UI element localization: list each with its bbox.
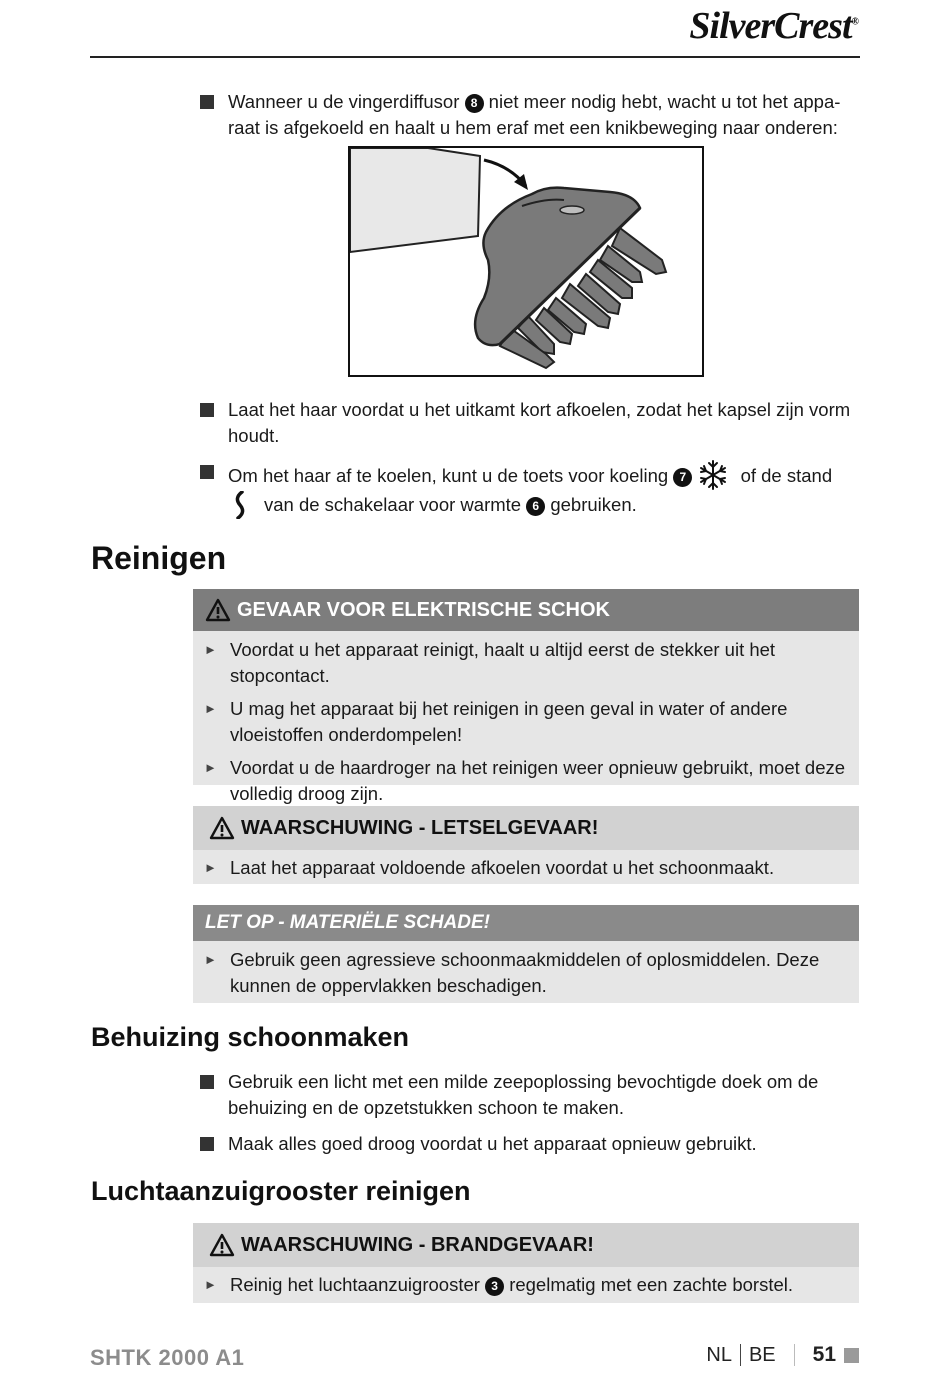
list-item: ► Voordat u het apparaat reinigt, haalt u altijd eerst de stekker uit het stopcontact. [204, 639, 776, 686]
warning-box-header: GEVAAR VOOR ELEKTRISCHE SCHOK [193, 589, 859, 631]
arrow-bullet-icon: ► [204, 701, 217, 716]
brand-logo: SilverCrest® [689, 5, 858, 47]
warning-box-electric-shock [193, 589, 859, 804]
footer-page-info [706, 1343, 859, 1367]
warning-box-injury [193, 806, 859, 884]
footer-lang-nl: NL [706, 1343, 732, 1366]
footer-divider [794, 1344, 795, 1366]
list-item: ► Reinig het luchtaanzuigrooster 3 regelmatig met een zachte borstel. [230, 1272, 847, 1298]
list-item: ► U mag het apparaat bij het reinigen in geen geval in water of andere vloeistoffen onderdompelen! [204, 698, 788, 745]
intro-item-cool-hair: Laat het haar voordat u het uitkamt kort afkoelen, zodat het kapsel zijn vorm houdt. [228, 399, 851, 446]
section-title: Reinigen [91, 540, 227, 576]
ref-number: 8 [465, 94, 484, 113]
page-number: 51 [812, 1343, 836, 1366]
ref-number: 3 [485, 1277, 504, 1296]
warning-box-body [193, 631, 859, 813]
footer-square-icon [844, 1348, 859, 1363]
snowflake-icon [697, 459, 729, 491]
caution-box-material-damage [193, 905, 859, 1003]
warning-triangle-icon [205, 598, 231, 622]
warning-box-body [193, 850, 859, 887]
arrow-bullet-icon: ► [204, 760, 217, 775]
list-item: ► Gebruik geen agressieve schoonmaakmiddelen of oplosmiddelen. Deze kunnen de oppervlakken beschadigen. [204, 949, 820, 996]
bullet-square [200, 465, 214, 479]
warning-box-fire [193, 1223, 859, 1303]
housing-item-dry: Maak alles goed droog voordat u het apparaat opnieuw gebruikt. [228, 1133, 757, 1154]
bullet-square [200, 403, 214, 417]
bullet-square [200, 1137, 214, 1151]
warning-triangle-icon [209, 1233, 235, 1257]
intro-item-diffusor: Wanneer u de vingerdiffusor 8 niet meer nodig hebt, wacht u tot het appa- raat is afgekoeld en haalt u hem eraf met een knikbeweging naar onderen: [228, 91, 841, 138]
subsection-title-air-intake: Luchtaanzuigrooster reinigen [91, 1176, 471, 1206]
diffusor-illustration-svg [350, 148, 702, 375]
footer-lang-be: BE [748, 1343, 776, 1366]
caution-box-body [193, 941, 859, 1005]
caution-box-header: LET OP - MATERIËLE SCHADE! [193, 905, 859, 941]
housing-item-cloth: Gebruik een licht met een milde zeepoplossing bevochtigde doek om de behuizing en de opzetstukken schoon te maken. [228, 1071, 819, 1118]
diffusor-removal-illustration [348, 146, 704, 377]
warning-box-header: WAARSCHUWING - BRANDGEVAAR! [193, 1223, 859, 1267]
heat-level-icon [228, 491, 252, 519]
intro-item-cool-button: Om het haar af te koelen, kunt u de toets voor koeling 7 of de stand van de schakelaar voor warmte 6 gebruiken. [228, 459, 858, 519]
arrow-bullet-icon: ► [204, 642, 217, 657]
warning-box-header: WAARSCHUWING - LETSELGEVAAR! [193, 806, 859, 850]
warning-box-body [193, 1267, 859, 1304]
footer-divider [740, 1344, 741, 1366]
arrow-bullet-icon: ► [204, 1277, 217, 1292]
subsection-title-housing: Behuizing schoonmaken [91, 1022, 410, 1052]
header-rule [90, 56, 860, 58]
warning-triangle-icon [209, 816, 235, 840]
bullet-square [200, 1075, 214, 1089]
list-item: ► Laat het apparaat voldoende afkoelen voordat u het schoonmaakt. [230, 855, 847, 881]
ref-number: 7 [673, 468, 692, 487]
bullet-square [200, 95, 214, 109]
footer-model: SHTK 2000 A1 [90, 1345, 245, 1370]
list-item: ► Voordat u de haardroger na het reinigen weer opnieuw gebruikt, moet deze volledig droog zijn. [204, 757, 846, 804]
arrow-bullet-icon: ► [204, 952, 217, 967]
arrow-bullet-icon: ► [204, 860, 217, 875]
ref-number: 6 [526, 497, 545, 516]
